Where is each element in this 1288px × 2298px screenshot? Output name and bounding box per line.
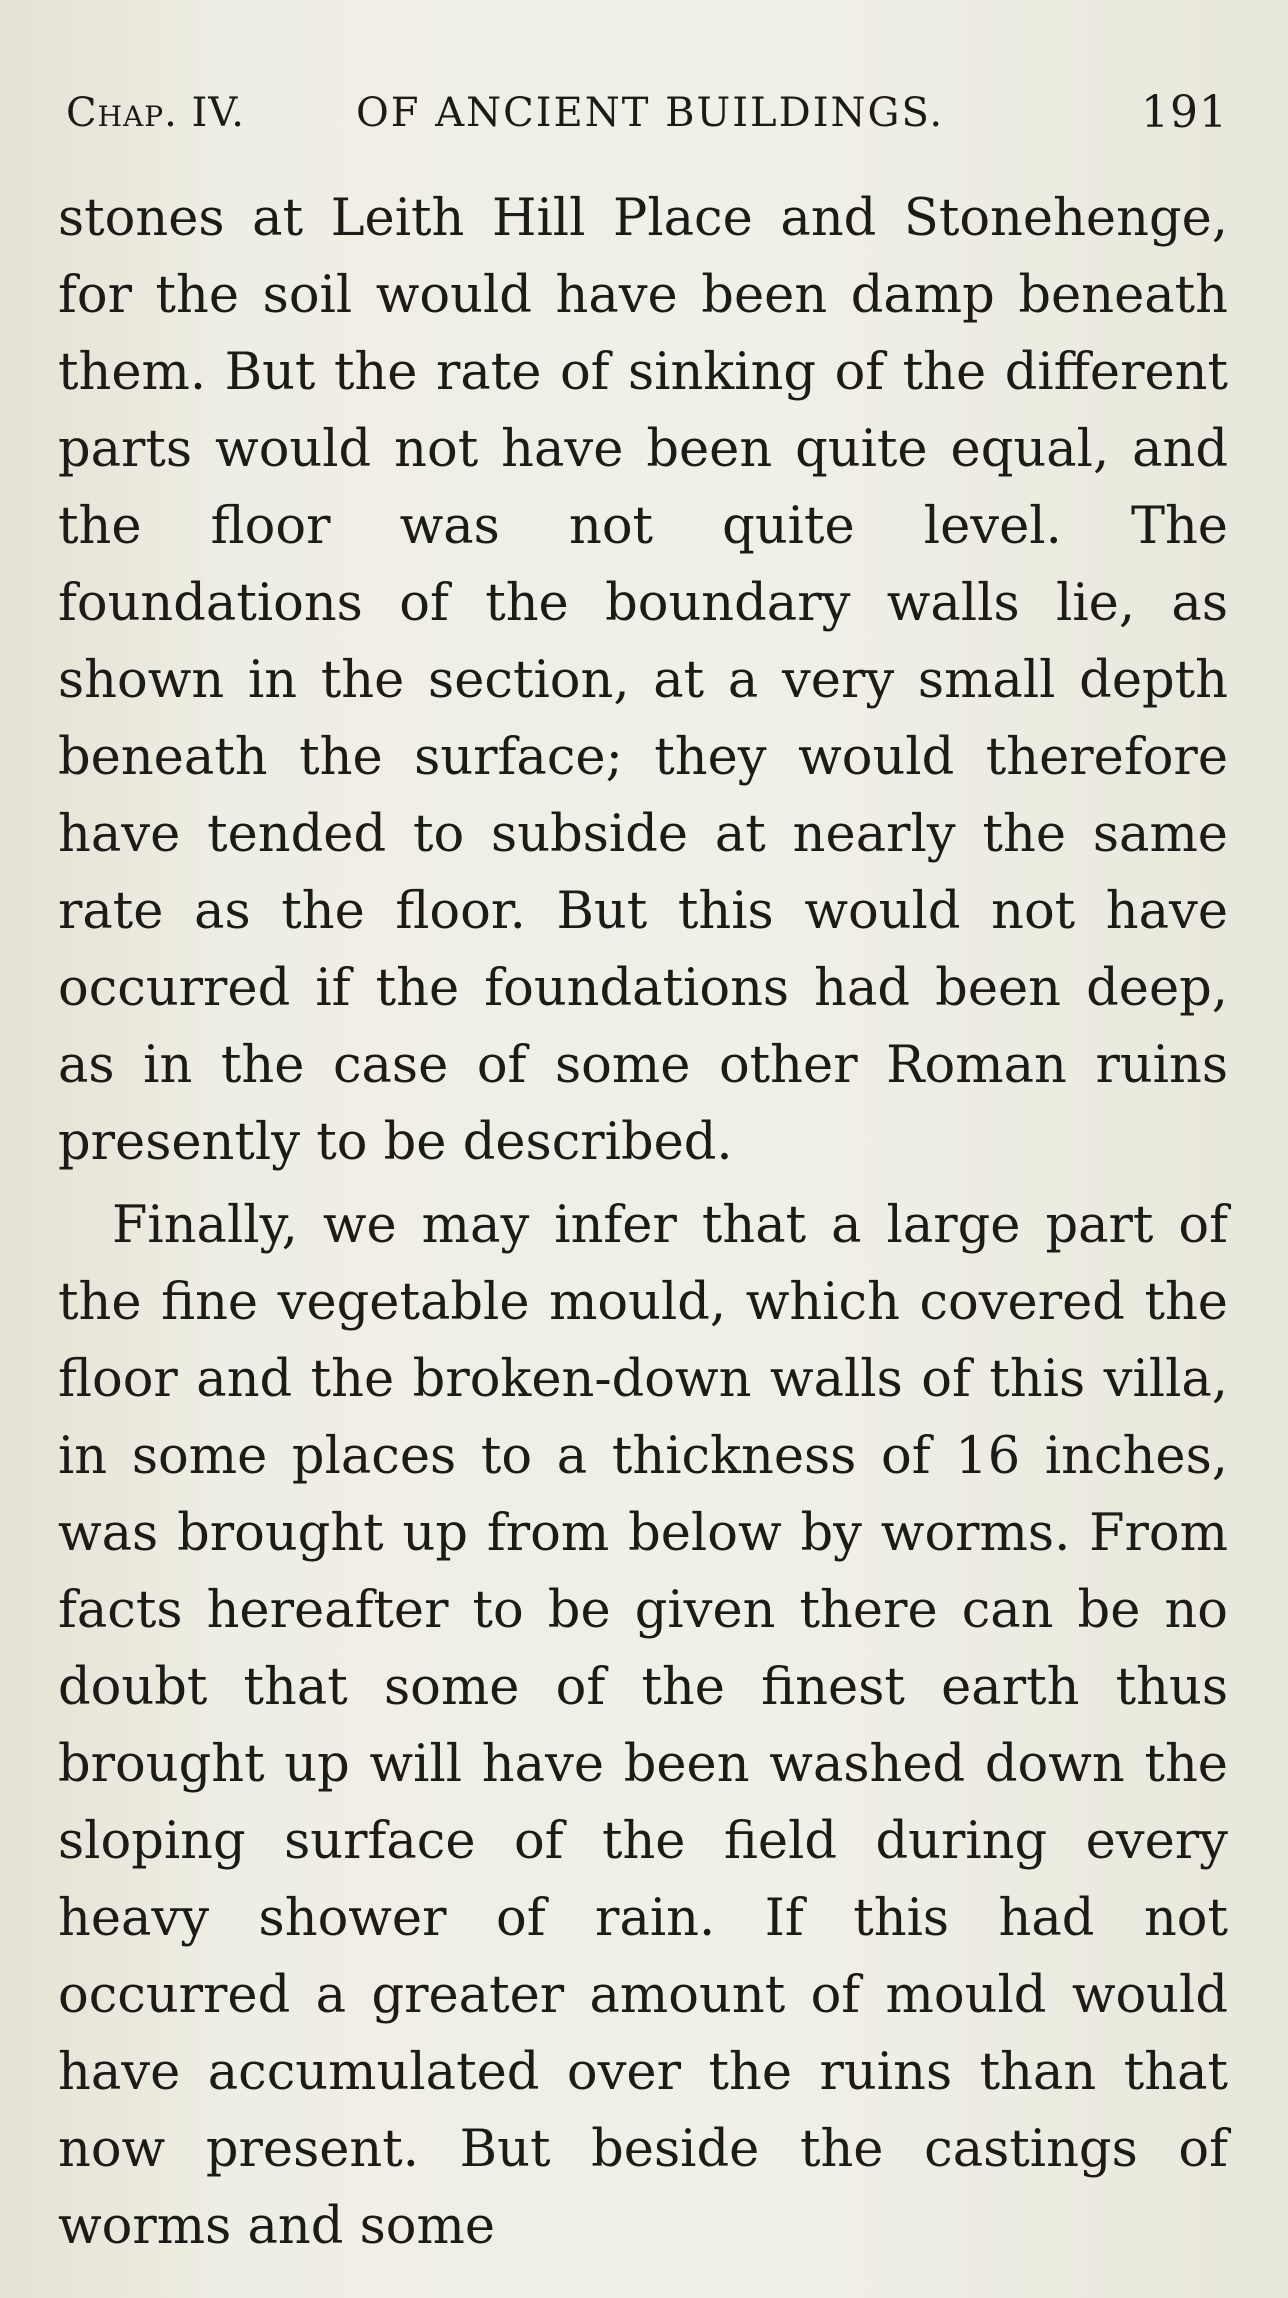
running-title: OF ANCIENT BUILDINGS.: [356, 90, 945, 136]
page-number: 191: [1141, 87, 1228, 138]
paragraph-continued: stones at Leith Hill Place and Stonehenge, for the soil would have been damp beneath them. But the rate of sinking of the different parts would not have been quite equal, and the floor was not quite level. The foundations of the boundary walls lie, as shown in the section, at a very small depth beneath the surface; they would therefore have tended to subside at nearly the same rate as the floor. But this would not have occurred if the foundations had been deep, as in the case of some other Roman ruins presently to be described.: [58, 189, 1228, 1172]
paragraph-finally: Finally, we may infer that a large part of the fine vegetable mould, which covered the floor and the broken-down walls of this villa, in some places to a thickness of 16 inches, was brought up from below by worms. From facts hereafter to be given there can be no doubt that some of the finest earth thus brought up will have been washed down the sloping surface of the field during every heavy shower of rain. If this had not occurred a greater amount of mould would have accumulated over the ruins than that now present. But beside the castings of worms and some: [58, 1196, 1228, 2256]
chapter-label: Chap. IV.: [66, 90, 245, 136]
running-head: [66, 78, 1228, 148]
body-text: [58, 180, 1228, 2265]
